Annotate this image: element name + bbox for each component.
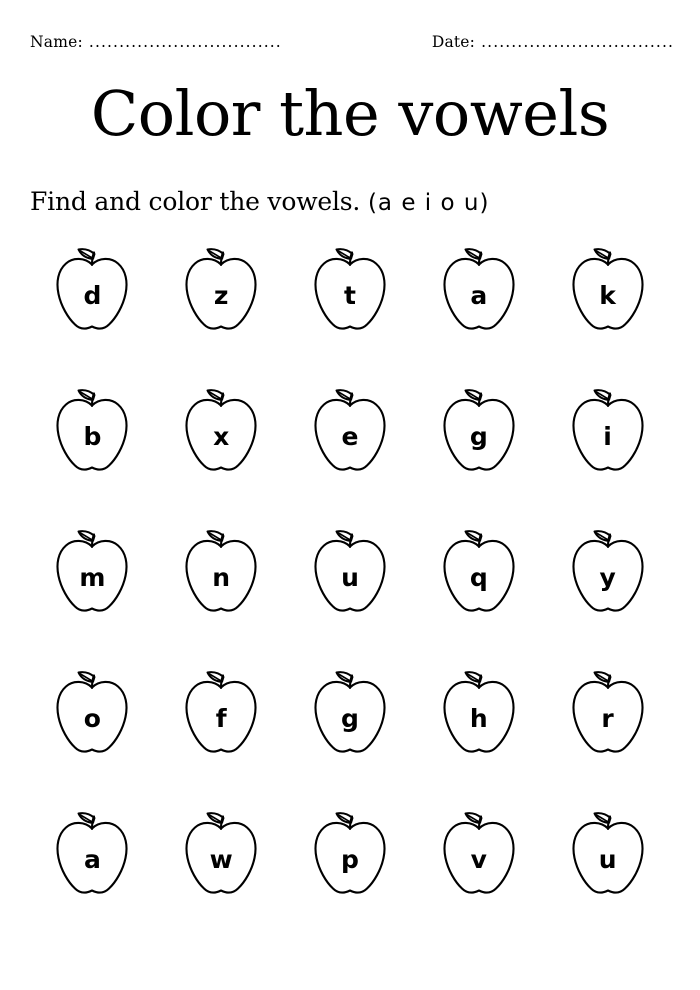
vowel-list-text: (a e i o u) (367, 189, 490, 216)
apple-icon (427, 520, 531, 624)
apple-icon (556, 520, 660, 624)
name-field[interactable] (30, 33, 282, 51)
name-label: Name: (30, 33, 83, 51)
apple-letter: t (344, 281, 356, 311)
page-title: Color the vowels (90, 77, 610, 150)
date-label: Date: (431, 33, 476, 51)
apple-letter: i (603, 422, 612, 452)
apple-item[interactable] (427, 238, 531, 358)
apple-icon (169, 802, 273, 906)
date-field[interactable] (432, 33, 674, 51)
apple-item[interactable] (427, 379, 531, 499)
apple-grid (28, 238, 672, 943)
apple-icon (169, 661, 273, 765)
apple-icon (556, 661, 660, 765)
apple-letter: g (469, 422, 488, 452)
apple-letter: a (83, 845, 101, 875)
apple-item[interactable] (556, 520, 660, 640)
apple-item[interactable] (556, 379, 660, 499)
apple-letter: f (215, 704, 227, 734)
apple-letter: g (341, 704, 359, 734)
apple-item[interactable] (427, 520, 531, 640)
apple-icon (427, 661, 531, 765)
apple-item[interactable] (556, 802, 660, 922)
apple-letter: e (341, 422, 359, 452)
apple-item[interactable] (298, 238, 402, 358)
apple-icon (298, 661, 402, 765)
apple-letter: q (469, 563, 488, 593)
apple-icon (427, 379, 531, 483)
apple-letter: z (213, 281, 229, 311)
apple-icon (556, 802, 660, 906)
apple-item[interactable] (169, 520, 273, 640)
apple-item[interactable] (40, 802, 144, 922)
instruction-text: Find and color the vowels. (30, 186, 361, 216)
apple-item[interactable] (556, 661, 660, 781)
date-dotted-line: ................................ (475, 33, 675, 51)
apple-letter: b (83, 422, 102, 452)
apple-icon (556, 379, 660, 483)
apple-letter: v (470, 845, 487, 875)
instruction-line (30, 187, 672, 216)
apple-icon (298, 802, 402, 906)
apple-icon (40, 802, 144, 906)
apple-letter: n (212, 563, 231, 593)
apple-letter: u (598, 845, 617, 875)
apple-item[interactable] (556, 238, 660, 358)
apple-item[interactable] (40, 238, 144, 358)
apple-item[interactable] (298, 802, 402, 922)
apple-letter: p (341, 845, 359, 875)
apple-icon (427, 802, 531, 906)
apple-icon (169, 379, 273, 483)
apple-letter: x (213, 422, 230, 452)
apple-item[interactable] (298, 379, 402, 499)
apple-icon (556, 238, 660, 342)
apple-icon (40, 238, 144, 342)
apple-letter: u (341, 563, 359, 593)
apple-item[interactable] (298, 661, 402, 781)
apple-letter: h (469, 704, 488, 734)
apple-icon (40, 520, 144, 624)
apple-icon (298, 520, 402, 624)
apple-icon (298, 379, 402, 483)
apple-letter: o (83, 704, 101, 734)
apple-item[interactable] (40, 520, 144, 640)
apple-icon (298, 238, 402, 342)
apple-item[interactable] (169, 379, 273, 499)
apple-letter: m (79, 563, 106, 593)
apple-item[interactable] (169, 661, 273, 781)
apple-letter: a (470, 281, 488, 311)
name-dotted-line: ................................ (82, 33, 282, 51)
apple-item[interactable] (169, 802, 273, 922)
apple-letter: w (209, 845, 233, 875)
apple-item[interactable] (298, 520, 402, 640)
apple-item[interactable] (427, 802, 531, 922)
apple-icon (169, 238, 273, 342)
apple-letter: r (601, 704, 614, 734)
apple-icon (169, 520, 273, 624)
apple-icon (40, 661, 144, 765)
apple-letter: y (599, 563, 616, 593)
apple-item[interactable] (427, 661, 531, 781)
apple-item[interactable] (40, 379, 144, 499)
apple-letter: d (83, 281, 102, 311)
apple-item[interactable] (40, 661, 144, 781)
student-info-row (28, 0, 675, 51)
apple-icon (427, 238, 531, 342)
apple-letter: k (599, 281, 616, 311)
apple-icon (40, 379, 144, 483)
apple-item[interactable] (169, 238, 273, 358)
